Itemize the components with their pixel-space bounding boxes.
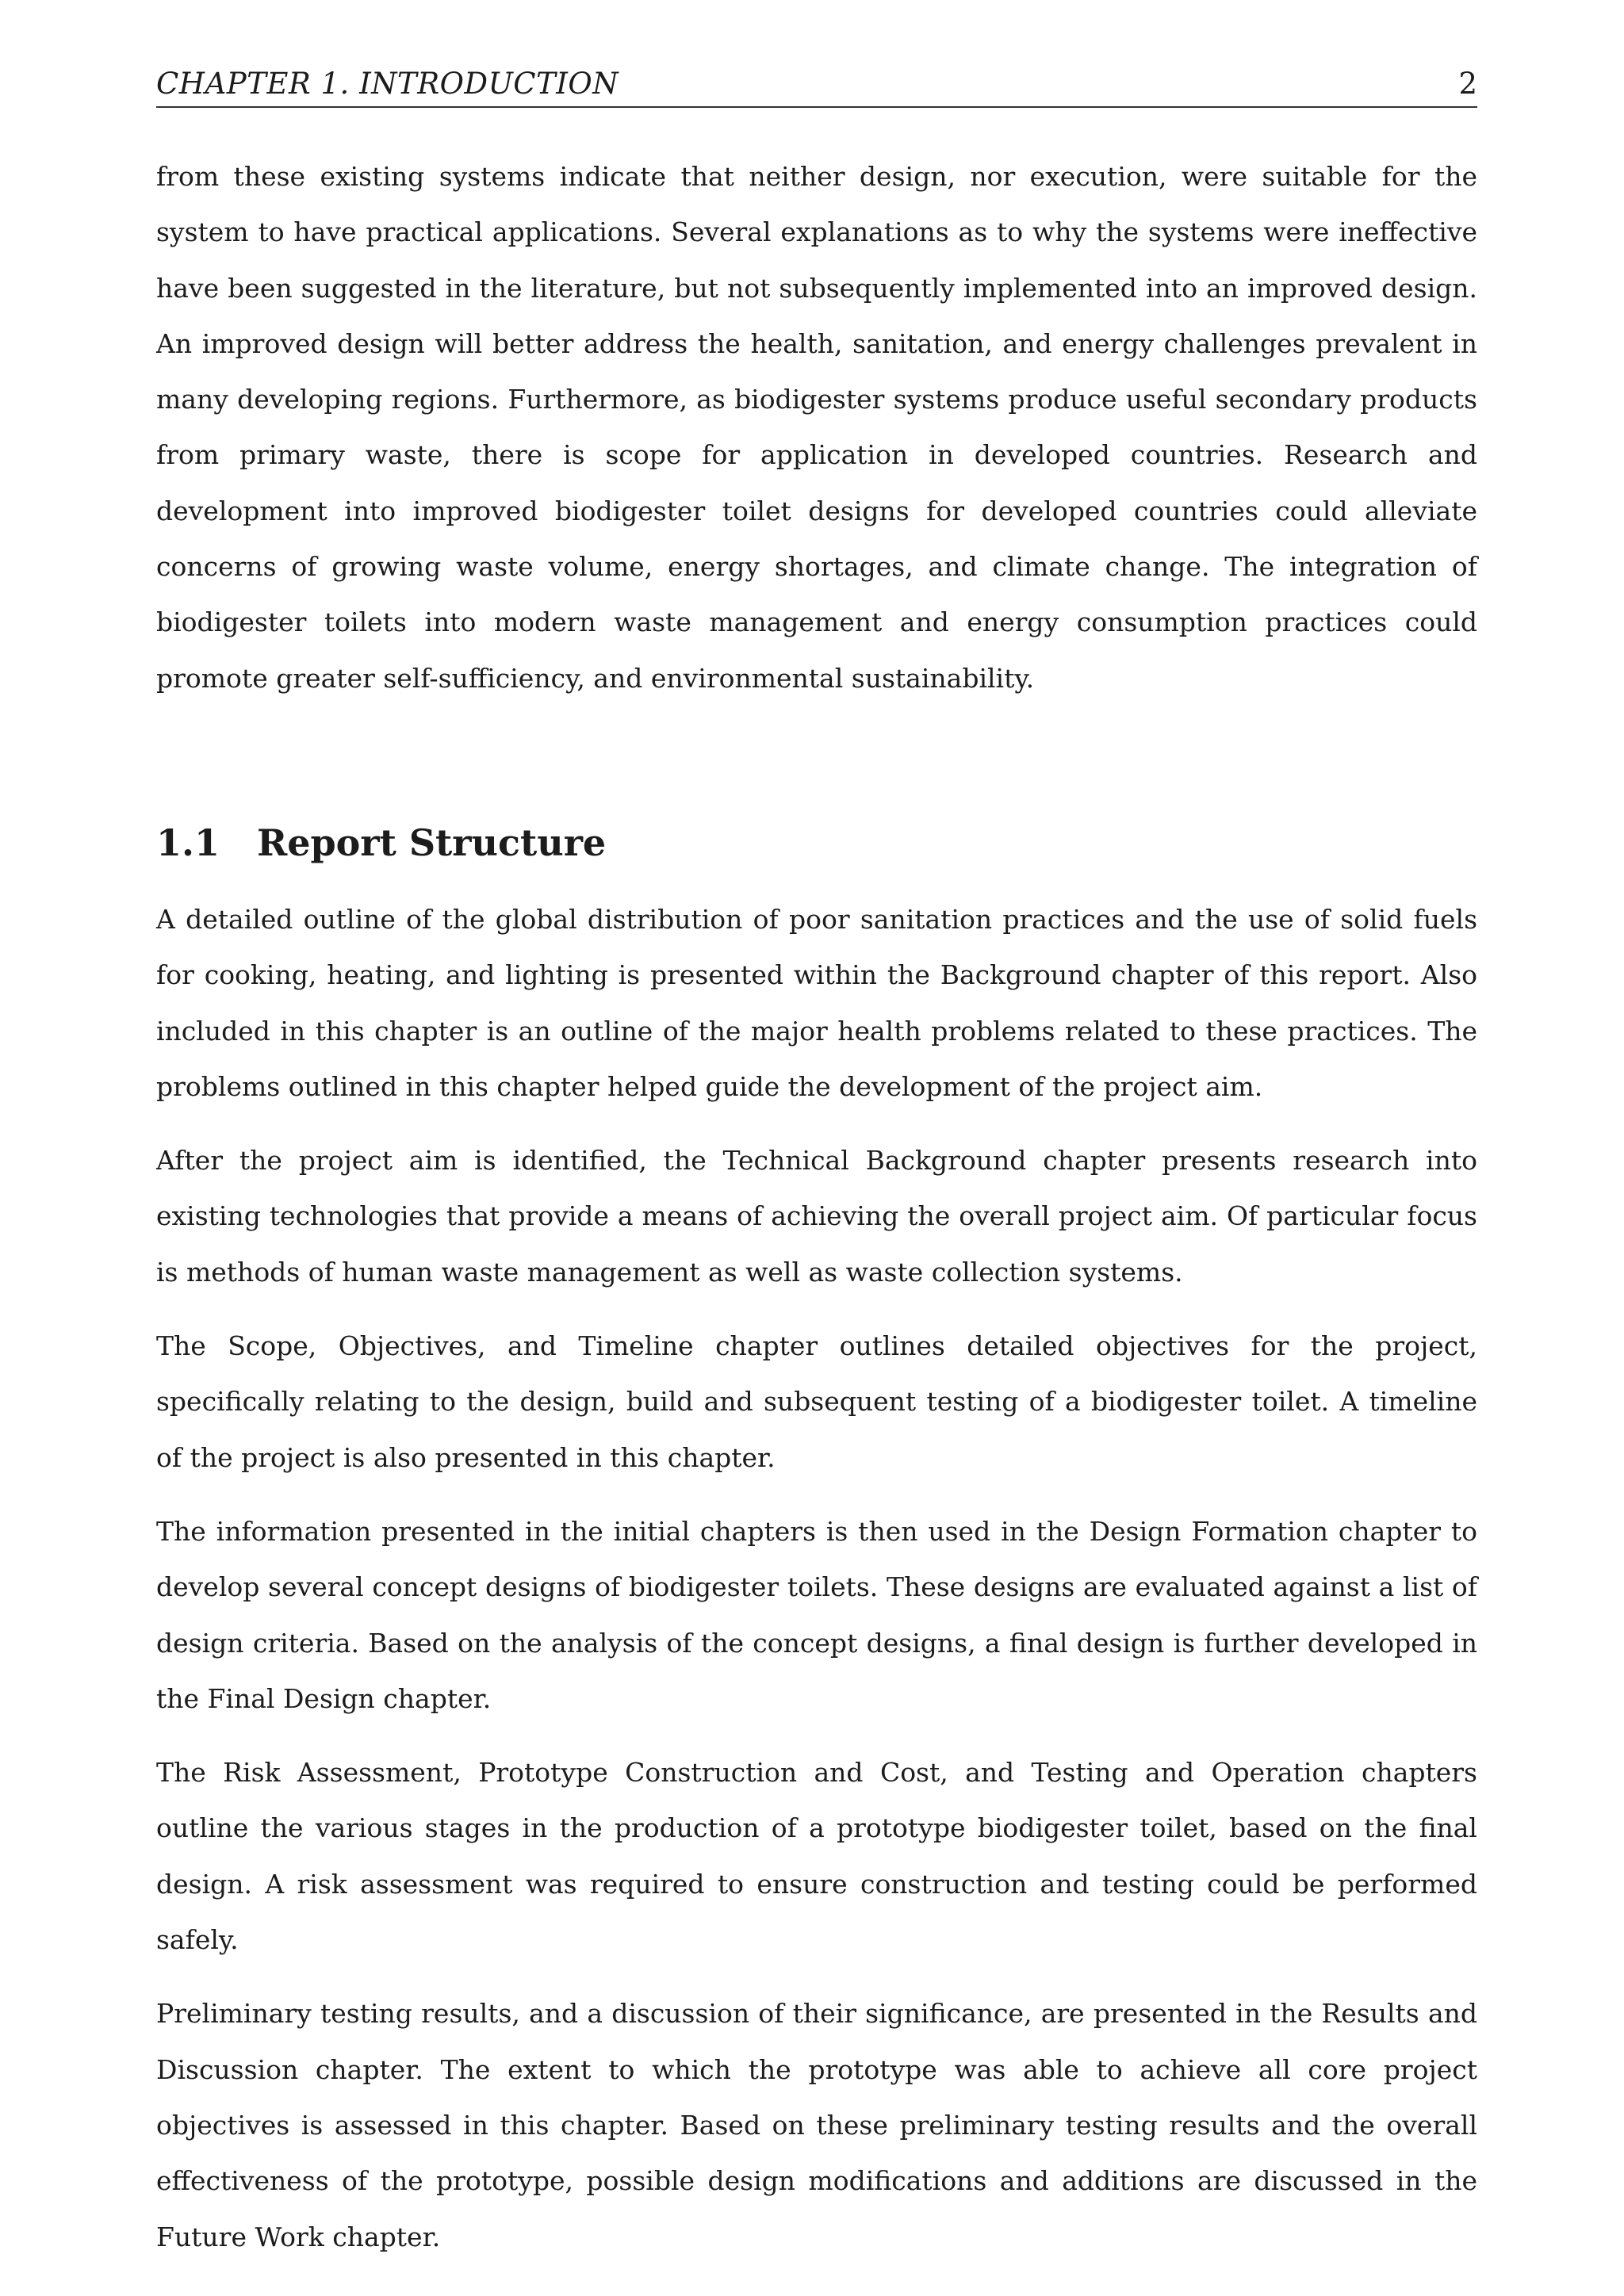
section-title: Report Structure — [257, 821, 607, 865]
section-heading — [156, 815, 1477, 871]
paragraph: The information presented in the initial chapters is then used in the Design Formation chapter to develop several concept designs of biodigester toilets. These designs are evaluated against a list of design criteria. Based on the analysis of the concept designs, a final design is further developed in the Final Design chapter. — [156, 1515, 1477, 1714]
chapter-label: CHAPTER 1. INTRODUCTION — [156, 67, 619, 101]
paragraph: Preliminary testing results, and a discussion of their significance, are presented in the Results and Discussion chapter. The extent to which the prototype was able to achieve all core project objectives is assessed in this chapter. Based on these preliminary testing results and the overall effectiveness of the prototype, possible design modifications and additions are discussed in the Future Work chapter. — [156, 1998, 1477, 2252]
paragraph: from these existing systems indicate that neither design, nor execution, were suitable for the system to have practical applications. Several explanations as to why the systems were ineffective have been suggested in the literature, but not subsequently implemented into an improved design. An improved design will better address the health, sanitation, and energy challenges prevalent in many developing regions. Furthermore, as biodigester systems produce useful secondary products from primary waste, there is scope for application in developed countries. Research and development into improved biodigester toilet designs for developed countries could alleviate concerns of growing waste volume, energy shortages, and climate change. The integration of biodigester toilets into modern waste management and energy consumption practices could promote greater self-sufficiency, and environmental sustainability. — [156, 161, 1477, 694]
paragraph: A detailed outline of the global distribution of poor sanitation practices and the use of solid fuels for cooking, heating, and lighting is presented within the Background chapter of this report. Also included in this chapter is an outline of the major health problems related to these practices. The problems outlined in this chapter helped guide the development of the project aim. — [156, 904, 1477, 1102]
running-header — [156, 62, 1477, 108]
page-number: 2 — [1458, 67, 1477, 101]
paragraph: The Risk Assessment, Prototype Construction and Cost, and Testing and Operation chapters outline the various stages in the production of a prototype biodigester toilet, based on the final design. A risk assessment was required to ensure construction and testing could be performed safely. — [156, 1757, 1477, 1956]
intro-continued-text — [156, 149, 1477, 706]
section-body — [156, 892, 1477, 2265]
paragraph: The Scope, Objectives, and Timeline chapter outlines detailed objectives for the project, specifically relating to the design, build and subsequent testing of a biodigester toilet. A timeline of the project is also presented in this chapter. — [156, 1330, 1477, 1473]
section-number: 1.1 — [156, 821, 220, 865]
paragraph: After the project aim is identified, the Technical Background chapter presents research into existing technologies that provide a means of achieving the overall project aim. Of particular focus is methods of human waste management as well as waste collection systems. — [156, 1145, 1477, 1288]
